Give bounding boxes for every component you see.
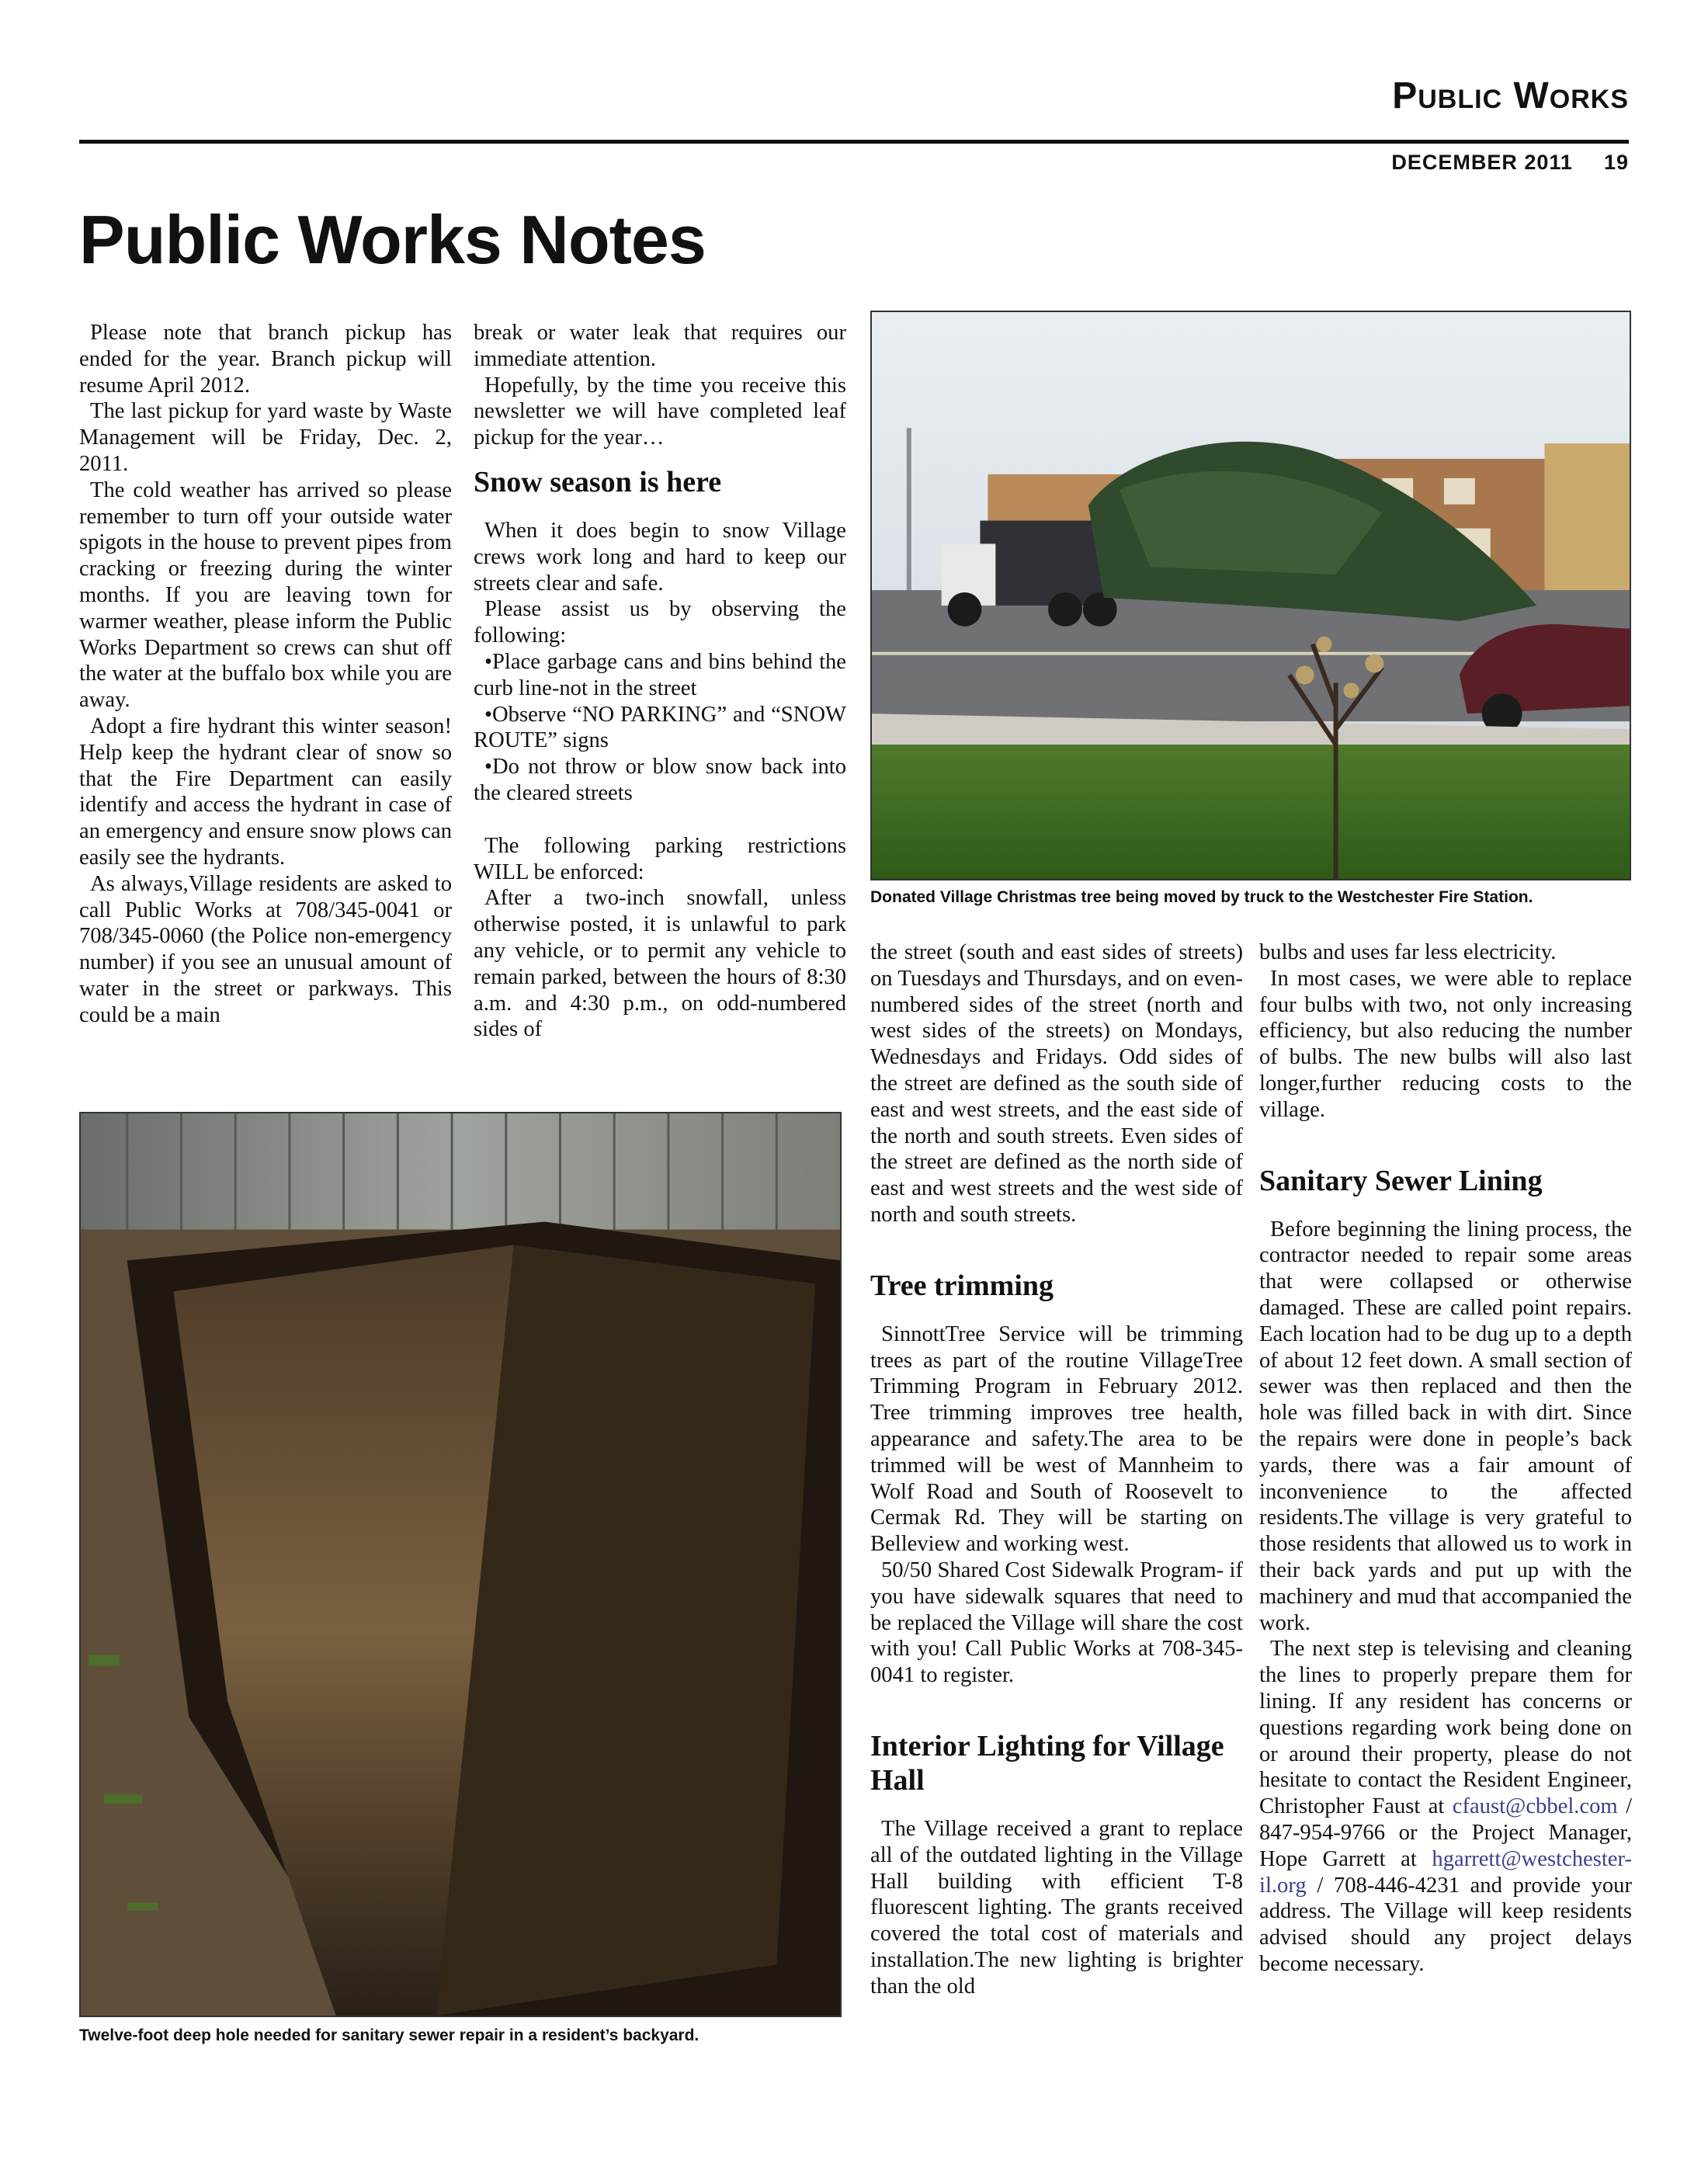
paragraph: As always,Village residents are asked to call Public Works at 708/345-0041 or 708/345-0060 (the Police non-emergency number) if you see an unusual amount of water in the street or parkways. This could be a main xyxy=(79,871,452,1027)
paragraph: Adopt a fire hydrant this winter season! Help keep the hydrant clear of snow so that the Fire Department can easily identify and access the hydrant in case of an emergency and ensure snow plows can easily see the hydrants. xyxy=(79,714,452,870)
contact-text: The next step is televising and cleaning the lines to properly prepare them for lining. If any resident has concerns or questions regarding work being done on or around their property, please do not hesitate to contact the Resident Engineer, Christopher Faust at xyxy=(1259,1637,1632,1819)
column-2 xyxy=(474,320,846,1043)
paragraph: break or water leak that requires our immediate attention. xyxy=(474,321,846,371)
caption-christmas-tree: Donated Village Christmas tree being moved by truck to the Westchester Fire Station. xyxy=(870,888,1533,906)
paragraph: Before beginning the lining process, the contractor needed to repair some areas that were collapsed or otherwise damaged. These are called point repairs. Each location had to be dug up to a depth of about 12 feet down. A small section of sewer was then replaced and then the hole was filled back in with dirt. Since the repairs were done in people’s back yards, there was a fair amount of inconvenience to the affected residents.The village is very grateful to those residents that allowed us to work in their back yards and put up with the machinery and mud that accompanied the work. xyxy=(1259,1217,1632,1635)
issue-line xyxy=(1391,151,1629,175)
photo-christmas-tree-truck xyxy=(870,311,1631,880)
snow-bullet-list xyxy=(474,649,846,807)
heading-snow-season: Snow season is here xyxy=(474,465,722,498)
list-item: • Place garbage cans and bins behind the curb line-not in the street xyxy=(474,649,846,702)
column-4 xyxy=(1259,939,1632,1978)
paragraph: bulbs and uses far less electricity. xyxy=(1259,940,1557,964)
contact-paragraph xyxy=(1259,1636,1632,1977)
page-number: 19 xyxy=(1603,151,1629,174)
paragraph: SinnottTree Service will be trimming trees as part of the routine VillageTree Trimming Program in February 2012. Tree trimming improves tree health, appearance and safety.The area to be trimmed will be west of Mannheim to Wolf Road and South of Roosevelt to Cermak Rd. They will be starting on Belleview and working west. xyxy=(870,1321,1243,1557)
paragraph: The last pickup for yard waste by Waste Management will be Friday, Dec. 2, 2011. xyxy=(79,399,452,476)
paragraph: The Village received a grant to replace all of the outdated lighting in the Village Hall building with efficient T-8 fluorescent lighting. The grants received covered the total cost of materials and installation.The new lighting is brighter than the old xyxy=(870,1816,1243,1999)
heading-sanitary-sewer-lining: Sanitary Sewer Lining xyxy=(1259,1164,1543,1197)
paragraph: Please assist us by observing the following: xyxy=(474,597,846,648)
paragraph: Hopefully, by the time you receive this newsletter we will have completed leaf pickup for the year… xyxy=(474,373,846,450)
paragraph: In most cases, we were able to replace four bulbs with two, not only increasing efficiency, but also reducing the number of bulbs. The new bulbs will also last longer,further reducing costs to the village. xyxy=(1259,966,1632,1122)
hole-photo-illustration xyxy=(81,1113,840,2016)
heading-tree-trimming: Tree trimming xyxy=(870,1269,1054,1302)
paragraph: When it does begin to snow Village crews work long and hard to keep our streets clear and safe. xyxy=(474,518,846,596)
issue-date: DECEMBER 2011 xyxy=(1391,151,1573,174)
paragraph: The following parking restrictions WILL be enforced: xyxy=(474,833,846,884)
caption-sewer-hole: Twelve-foot deep hole needed for sanitary sewer repair in a resident’s backyard. xyxy=(79,2026,700,2044)
column-3 xyxy=(870,939,1243,2000)
heading-interior-lighting: Interior Lighting for Village Hall xyxy=(870,1729,1224,1797)
list-item: • Observe “NO PARKING” and “SNOW ROUTE” signs xyxy=(474,702,846,755)
email-link-garrett[interactable]: hgarrett@westchester-il.org xyxy=(1259,1846,1632,1898)
tree-photo-illustration xyxy=(872,312,1630,879)
paragraph: Please note that branch pickup has ended for the year. Branch pickup will resume April 2012. xyxy=(79,321,452,398)
contact-text: / 708-446-4231 and provide your address. The Village will keep residents advised should any project delays become necessary. xyxy=(1259,1873,1632,1976)
paragraph: 50/50 Shared Cost Sidewalk Program- if you have sidewalk squares that need to be replaced the Village will share the cost with you! Call Public Works at 708-345-0041 to register. xyxy=(870,1558,1243,1688)
page-title: Public Works Notes xyxy=(79,201,706,278)
contact-text: / 847-954-9766 or the Project Manager, Hope Garrett at xyxy=(1259,1794,1633,1871)
column-1 xyxy=(79,320,452,1029)
paragraph: The cold weather has arrived so please remember to turn off your outside water spigots in the house to prevent pipes from cracking or freezing during the winter months. If you are leaving town for warmer weather, please inform the Public Works Department so crews can shut off the water at the buffalo box while you are away. xyxy=(79,478,452,713)
paragraph: the street (south and east sides of streets) on Tuesdays and Thursdays, and on even-numbered sides of the street (north and west sides of the streets) on Mondays, Wednesdays and Fridays. Odd sides of the street are defined as the south side of east and west streets, and the east side of the north and south streets. Even sides of the street are defined as the north side of east and west streets and the west side of north and south streets. xyxy=(870,940,1243,1227)
photo-sewer-hole xyxy=(79,1112,842,2017)
header-rule xyxy=(79,140,1629,144)
email-link-faust[interactable]: cfaust@cbbel.com xyxy=(1452,1794,1618,1819)
section-label: Public Works xyxy=(1392,75,1629,116)
paragraph: After a two-inch snowfall, unless otherwise posted, it is unlawful to park any vehicle, or to permit any vehicle to remain parked, between the hours of 8:30 a.m. and 4:30 p.m., on odd-numbered sides of xyxy=(474,886,846,1042)
list-item: • Do not throw or blow snow back into the cleared streets xyxy=(474,754,846,807)
